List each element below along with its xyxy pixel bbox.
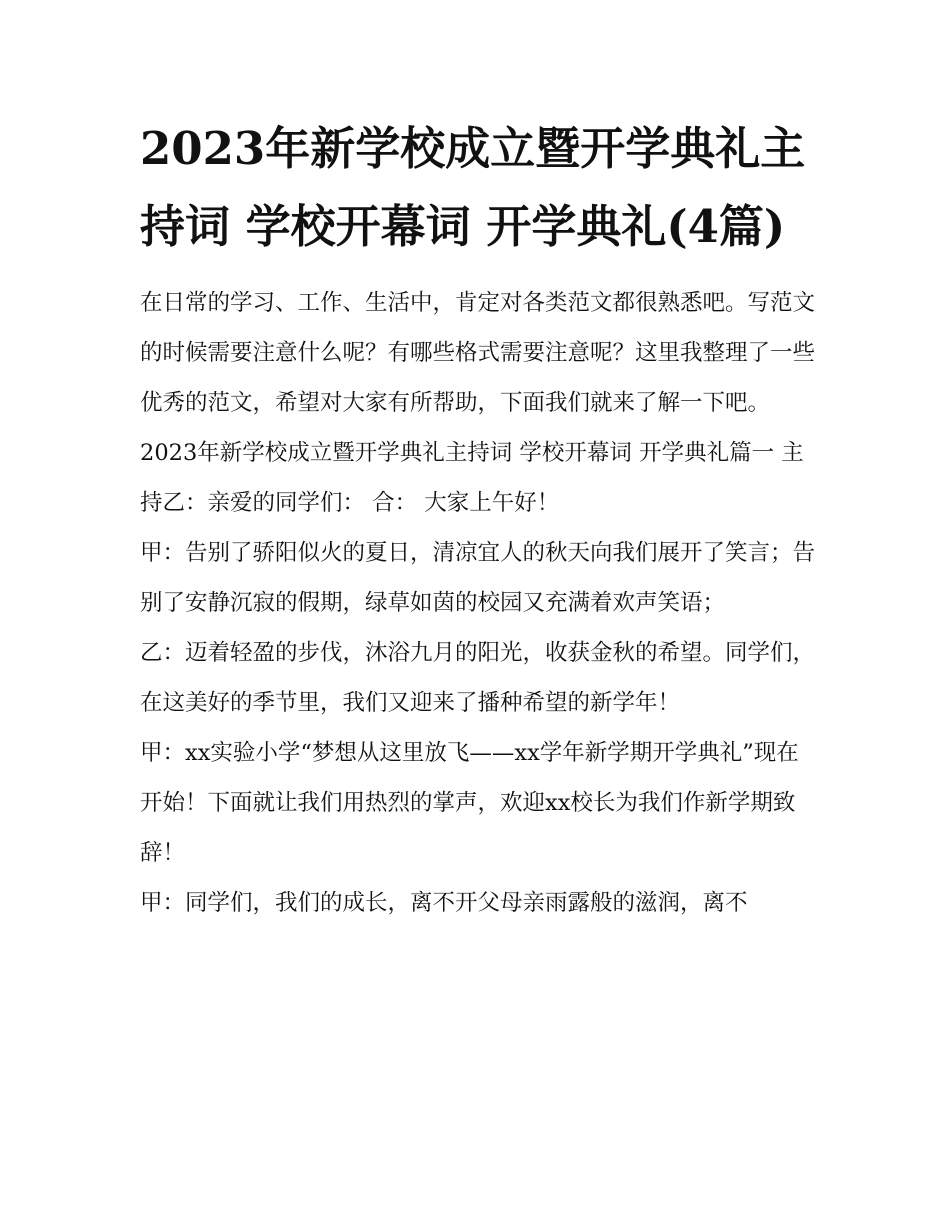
paragraph-jia-3: 甲：同学们，我们的成长，离不开父母亲雨露般的滋润，离不 [140,890,748,916]
paragraph-intro: 在日常的学习、工作、生活中，肯定对各类范文都很熟悉吧。写范文的时候需要注意什么呢？有哪些格式需要注意呢？这里我整理了一些优秀的范文，希望对大家有所帮助，下面我们就来了解一下吧。 [140,290,816,416]
paragraph-heading-1: 2023年新学校成立暨开学典礼主持词 学校开幕词 开学典礼篇一 主持乙：亲爱的同学们： 合： 大家上午好！ [140,440,804,516]
document-body [140,278,815,928]
paragraph-jia-2: 甲：xx实验小学“梦想从这里放飞——xx学年新学期开学典礼”现在开始！下面就让我们用热烈的掌声，欢迎xx校长为我们作新学期致辞！ [140,740,799,866]
paragraph-yi-1: 乙：迈着轻盈的步伐，沐浴九月的阳光，收获金秋的希望。同学们，在这美好的季节里，我们又迎来了播种希望的新学年！ [140,640,816,716]
paragraph-jia-1: 甲：告别了骄阳似火的夏日，清凉宜人的秋天向我们展开了笑言；告别了安静沉寂的假期，绿草如茵的校园又充满着欢声笑语； [140,540,816,616]
document-title: 2023年新学校成立暨开学典礼主持词 学校开幕词 开学典礼(4篇) [140,122,806,253]
document-page [140,110,815,928]
